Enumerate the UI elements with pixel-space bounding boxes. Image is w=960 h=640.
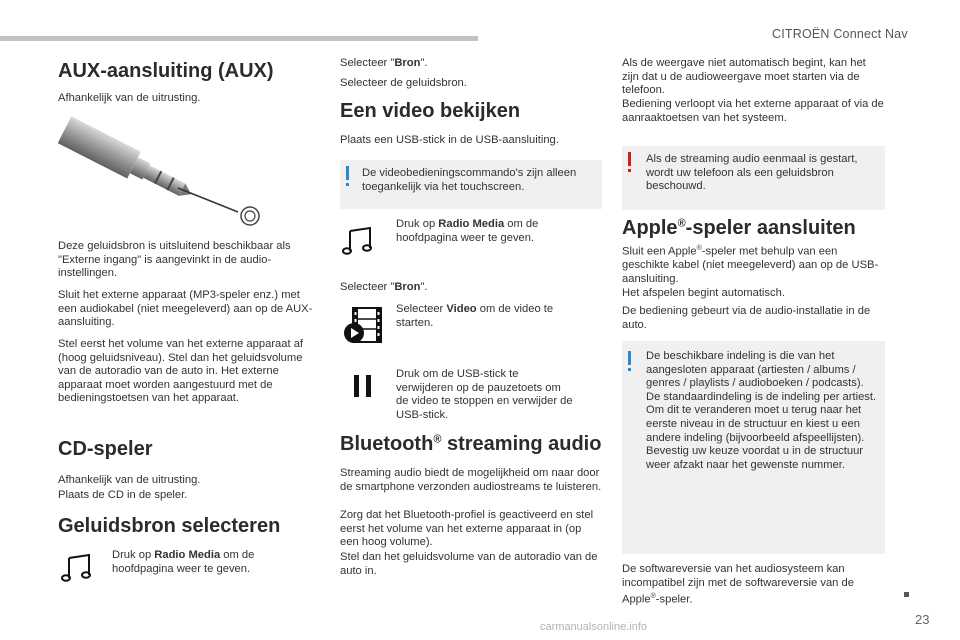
bluetooth-title: Bluetooth® streaming audio	[340, 433, 602, 455]
source-step: Druk op Radio Media om de hoofdpagina weer te geven.	[112, 549, 255, 575]
warning-note-text: Als de streaming audio eenmaal is gestart, wordt uw telefoon als een geluidsbron beschouwd.	[646, 153, 858, 193]
apple-title: Apple®-speler aansluiten	[622, 217, 856, 239]
video-step1: Druk op Radio Media om de hoofdpagina weer te geven.	[396, 218, 539, 244]
source-title: Geluidsbron selecteren	[58, 515, 281, 537]
aux-title: AUX-aansluiting (AUX)	[58, 60, 274, 82]
col3-p1: Als de weergave niet automatisch begint, kan het zijn dat u de audioweergave moet starten via de telefoon.	[622, 57, 866, 97]
select-audio-text: Selecteer de geluidsbron.	[340, 77, 467, 89]
info-icon	[346, 166, 349, 180]
info-note-text: De videobedieningscommando's zijn alleen toegankelijk via het touchscreen.	[362, 167, 577, 193]
watermark: carmanualsonline.info	[540, 621, 648, 633]
cd-p1: Afhankelijk van de uitrusting.	[58, 474, 201, 486]
warning-icon	[628, 152, 631, 166]
music-note-icon	[60, 553, 96, 583]
warning-note-streaming	[622, 146, 885, 210]
pause-icon	[352, 372, 376, 402]
bt-p2: Zorg dat het Bluetooth-profiel is geactiveerd en stel eerst het volume van het externe apparaat in (op een hoog volume).	[340, 509, 594, 549]
apple-p1: Sluit een Apple®-speler met behulp van een geschikte kabel (niet meegeleverd) aan op de USB-aansluiting. Het afspelen begint automatisch.	[622, 245, 879, 299]
video-play-icon	[341, 305, 383, 347]
video-step3: Druk om de USB-stick te verwijderen op de pauzetoets om de video te stoppen en verwijder de USB-stick.	[396, 368, 573, 421]
info-apple-p2: De standaardindeling is de indeling per artiest. Om dit te veranderen moet u terug naar het eerste niveau in de structuur en kiest u een andere indeling (bijvoorbeeld afspeellijsten). Bevestig uw keuze voordat u in de structuur weer afzakt naar het gewenste nummer.	[646, 390, 877, 471]
info-note-apple	[622, 341, 885, 554]
select-source-text: Selecteer "Bron".	[340, 57, 428, 69]
aux-intro: Afhankelijk van de uitrusting.	[58, 92, 201, 104]
video-title: Een video bekijken	[340, 100, 521, 122]
info-note-video	[340, 160, 602, 209]
aux-p3: Stel eerst het volume van het externe apparaat af (hoog geluidsniveau). Stel dan het geluidsvolume van de autoradio van de auto in. Het externe apparaat moet worden aangestuurd met de bedieningstoetsen van het apparaat.	[58, 338, 304, 405]
header-title: CITROËN Connect Nav	[772, 27, 908, 41]
bt-p1: Streaming audio biedt de mogelijkheid om naar door de smartphone verzonden audiostreams te luisteren.	[340, 467, 602, 493]
col3-p2: Bediening verloopt via het externe apparaat of via de aanraaktoetsen van het systeem.	[622, 98, 884, 124]
page-number: 23	[915, 612, 930, 627]
header-rule	[0, 36, 478, 41]
audio-jack-icon	[58, 112, 273, 230]
aux-p2: Sluit het externe apparaat (MP3-speler enz.) met een audiokabel (niet meegeleverd) aan op de AUX-aansluiting.	[58, 289, 313, 329]
bt-p3: Stel dan het geluidsvolume van de autoradio van de auto in.	[340, 551, 598, 577]
apple-final-note: De softwareversie van het audiosysteem kan incompatibel zijn met de softwareversie van de Apple®-speler.	[622, 563, 854, 606]
video-p1: Plaats een USB-stick in de USB-aansluiting.	[340, 134, 559, 146]
page-marker	[904, 592, 909, 597]
radio-media-label: Radio Media	[154, 549, 221, 561]
info-icon	[628, 351, 631, 365]
video-step2: Selecteer Video om de video te starten.	[396, 303, 554, 329]
info-apple-p1: De beschikbare indeling is die van het aangesloten apparaat (artiesten / albums / genres / playlists / audioboeken / podcasts).	[646, 350, 864, 390]
cd-title: CD-speler	[58, 438, 153, 460]
music-note-icon	[341, 226, 377, 256]
cd-p2: Plaats de CD in de speler.	[58, 489, 188, 501]
aux-p1: Deze geluidsbron is uitsluitend beschikbaar als "Externe ingang" is aangevinkt in de audio-instellingen.	[58, 240, 291, 280]
apple-p2: De bediening gebeurt via de audio-installatie in de auto.	[622, 305, 871, 331]
select-source-text-2: Selecteer "Bron".	[340, 281, 428, 293]
